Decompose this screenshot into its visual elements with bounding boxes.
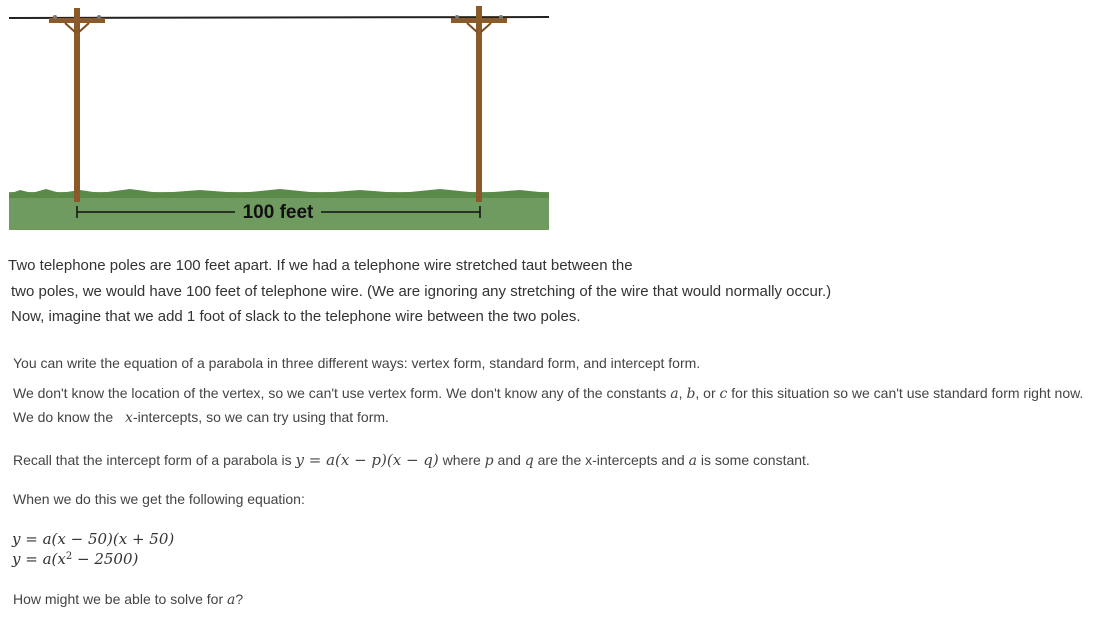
constant-a-2: a bbox=[688, 453, 697, 469]
equation-1: y = a(x − 50)(x + 50) bbox=[12, 530, 175, 548]
intro-line-2: two poles, we would have 100 feet of telephone wire. (We are ignoring any stretching of the wire that would normally occur.) bbox=[11, 283, 832, 300]
and-text: and bbox=[497, 452, 521, 468]
comma: , bbox=[678, 385, 683, 401]
forms-paragraph: You can write the equation of a parabola in three different ways: vertex form, standard form, and intercept form. bbox=[13, 355, 701, 371]
vertex-text-a: We don't know the location of the vertex, so we can't use vertex form. We don't know any of the constants bbox=[13, 385, 667, 401]
intro-line-3: Now, imagine that we add 1 foot of slack to the telephone wire between the two poles. bbox=[11, 308, 581, 325]
recall-text-b: are the x-intercepts and bbox=[537, 452, 685, 468]
variable-p: p bbox=[484, 453, 494, 469]
constant-a-3: a bbox=[227, 592, 236, 608]
telephone-wire bbox=[9, 17, 549, 18]
sky-background bbox=[9, 0, 549, 192]
equation-2-exponent: 2 bbox=[65, 551, 73, 562]
constant-a: a bbox=[670, 386, 679, 402]
equation-2-base: y = a(x bbox=[12, 550, 66, 568]
question-text: How might we be able to solve for bbox=[13, 591, 224, 607]
know-paragraph bbox=[13, 409, 389, 426]
question-mark: ? bbox=[235, 591, 244, 607]
constant-c: c bbox=[719, 386, 728, 402]
where-text: where bbox=[442, 452, 481, 468]
know-text-a: We do know the bbox=[13, 409, 114, 425]
distance-label: 100 feet bbox=[242, 202, 314, 223]
when-paragraph: When we do this we get the following equation: bbox=[13, 491, 305, 507]
vertex-paragraph bbox=[13, 385, 1083, 402]
recall-text-c: is some constant. bbox=[700, 452, 810, 468]
variable-q: q bbox=[524, 453, 534, 469]
equation-2-tail: − 2500) bbox=[72, 550, 139, 568]
intercept-form-formula: y = a(x − p)(x − q) bbox=[295, 451, 439, 469]
know-text-b: -intercepts, so we can try using that form. bbox=[132, 409, 389, 425]
variable-x: x bbox=[125, 410, 133, 426]
recall-text-a: Recall that the intercept form of a parabola is bbox=[13, 452, 292, 468]
or-text: , or bbox=[695, 385, 716, 401]
intro-line-1: Two telephone poles are 100 feet apart. If we had a telephone wire stretched taut between the bbox=[8, 257, 633, 274]
recall-paragraph bbox=[13, 451, 810, 469]
constant-b: b bbox=[686, 386, 696, 402]
equation-2 bbox=[12, 550, 138, 568]
vertex-text-b: for this situation so we can't use standard form right now. bbox=[731, 385, 1084, 401]
question-paragraph bbox=[13, 591, 243, 608]
telephone-poles-illustration bbox=[0, 0, 560, 232]
